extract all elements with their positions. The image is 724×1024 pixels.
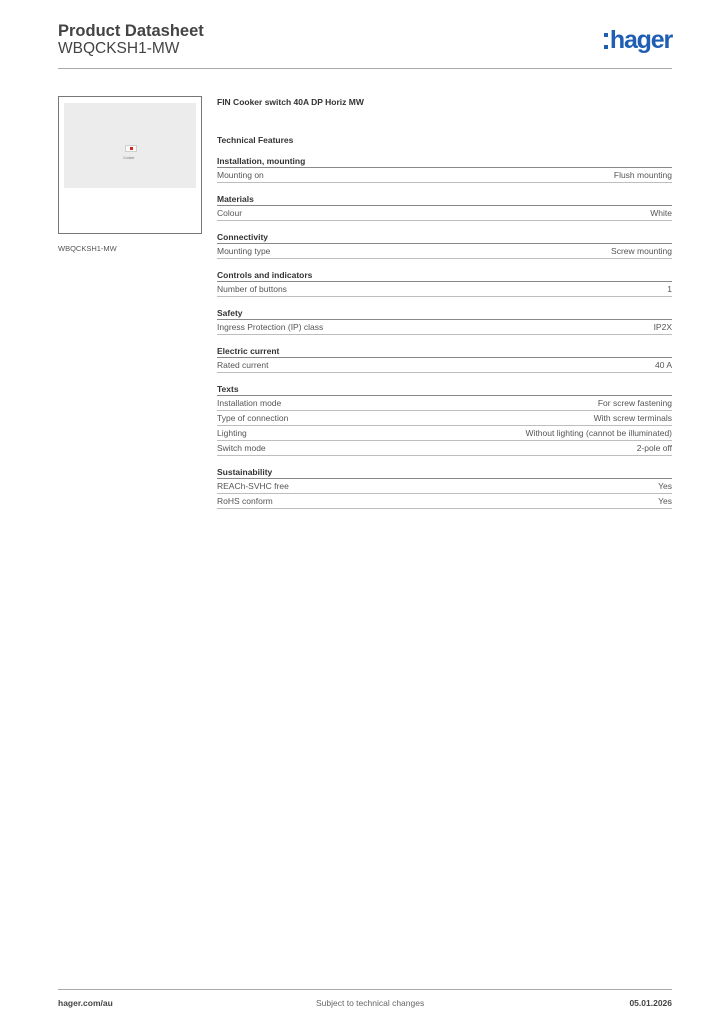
spec-value: Without lighting (cannot be illuminated) [525, 428, 672, 438]
logo-mark-icon [604, 33, 608, 49]
spec-row [217, 396, 672, 411]
section-heading: Connectivity [217, 232, 672, 244]
spec-row [217, 358, 672, 373]
spec-label: Switch mode [217, 443, 266, 453]
spec-sections [217, 156, 672, 509]
spec-value: Screw mounting [611, 246, 672, 256]
spec-label: Number of buttons [217, 284, 287, 294]
switch-plate-label: Cooker [123, 156, 135, 160]
section-heading: Texts [217, 384, 672, 396]
section-spacer [217, 259, 672, 270]
product-code: WBQCKSH1-MW [58, 40, 180, 57]
spec-label: Ingress Protection (IP) class [217, 322, 324, 332]
section-spacer [217, 456, 672, 467]
section-spacer [217, 183, 672, 194]
spec-row [217, 244, 672, 259]
spec-value: 1 [667, 284, 672, 294]
spec-label: Type of connection [217, 413, 289, 423]
section-heading: Safety [217, 308, 672, 320]
footer-notice: Subject to technical changes [316, 998, 425, 1008]
spec-label: REACh-SVHC free [217, 481, 289, 491]
footer-divider [58, 989, 672, 990]
page-title: Product Datasheet [58, 22, 204, 40]
section-heading: Sustainability [217, 467, 672, 479]
spec-label: Mounting type [217, 246, 271, 256]
section-spacer [217, 335, 672, 346]
spec-value: Yes [658, 496, 672, 506]
spec-value: Flush mounting [613, 170, 672, 180]
spec-row [217, 168, 672, 183]
spec-row [217, 441, 672, 456]
spec-label: Lighting [217, 428, 247, 438]
logo-text: hager [609, 26, 672, 54]
spec-row [217, 411, 672, 426]
product-image-frame [58, 96, 202, 234]
section-heading: Controls and indicators [217, 270, 672, 282]
switch-rocker-icon [125, 145, 137, 152]
spec-row [217, 426, 672, 441]
indicator-dot-icon [130, 147, 133, 150]
spec-value: White [650, 208, 672, 218]
spec-value: 2-pole off [636, 443, 672, 453]
footer-website: hager.com/au [58, 998, 113, 1008]
section-heading: Electric current [217, 346, 672, 358]
features-heading: Technical Features [217, 135, 294, 145]
spec-value: With screw terminals [593, 413, 672, 423]
footer-date: 05.01.2026 [629, 998, 672, 1008]
spec-row [217, 282, 672, 297]
spec-label: RoHS conform [217, 496, 273, 506]
section-spacer [217, 373, 672, 384]
spec-value: For screw fastening [597, 398, 672, 408]
image-caption: WBQCKSH1-MW [58, 244, 117, 253]
header-divider [58, 68, 672, 69]
spec-value: IP2X [653, 322, 672, 332]
section-spacer [217, 221, 672, 232]
section-heading: Materials [217, 194, 672, 206]
section-spacer [217, 297, 672, 308]
spec-label: Installation mode [217, 398, 282, 408]
spec-value: 40 A [654, 360, 672, 370]
product-image [64, 103, 196, 188]
specification-content [217, 97, 672, 509]
hager-logo [604, 28, 672, 53]
section-heading: Installation, mounting [217, 156, 672, 168]
spec-row [217, 206, 672, 221]
spec-row [217, 479, 672, 494]
spec-row [217, 494, 672, 509]
spec-label: Colour [217, 208, 243, 218]
spec-row [217, 320, 672, 335]
spec-value: Yes [658, 481, 672, 491]
product-title: FIN Cooker switch 40A DP Horiz MW [217, 97, 364, 107]
spec-label: Mounting on [217, 170, 264, 180]
spec-label: Rated current [217, 360, 269, 370]
